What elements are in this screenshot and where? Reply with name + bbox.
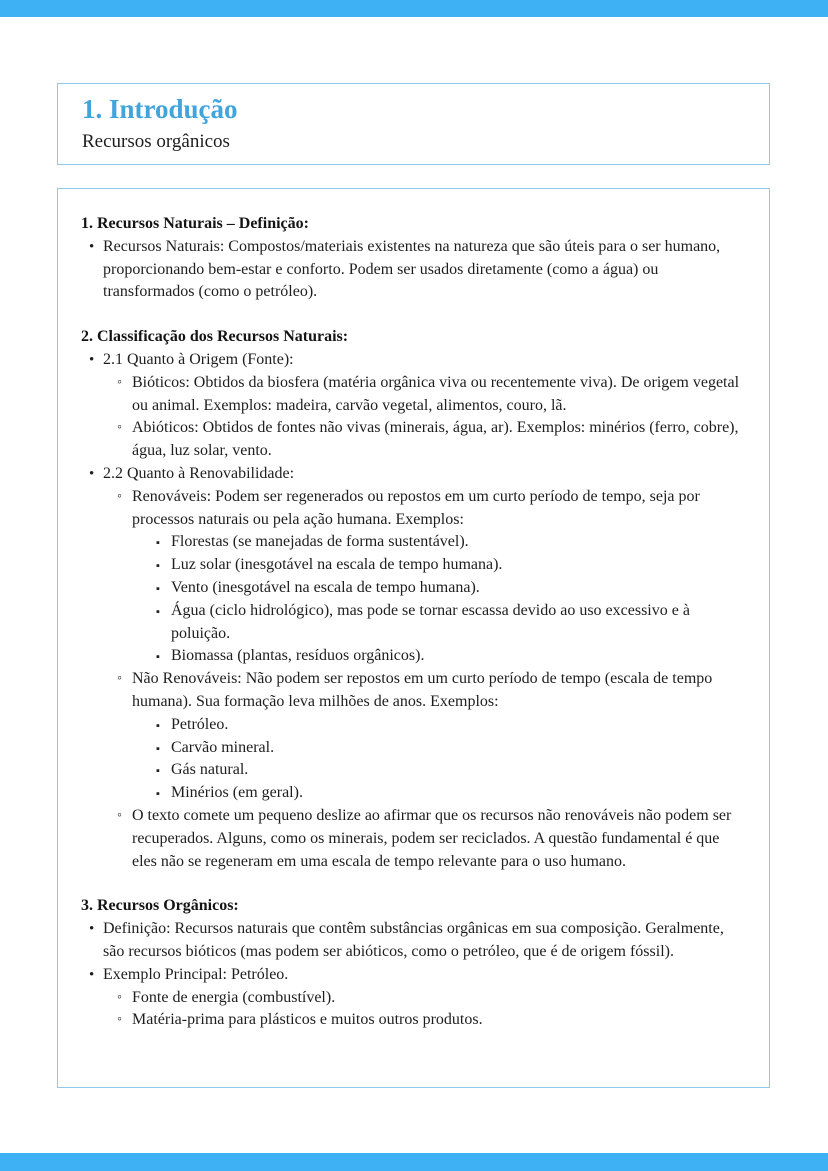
section-heading: 3. Recursos Orgânicos: [81, 897, 239, 915]
bullet-icon: ▪ [156, 742, 160, 755]
list-item-text: Petróleo. [171, 715, 229, 733]
list-item [81, 805, 746, 873]
bullet-icon: ◦ [117, 989, 122, 1005]
list-item-text: Gás natural. [171, 761, 249, 779]
bullet-icon: ◦ [117, 1012, 122, 1028]
list-item-text: 2.1 Quanto à Origem (Fonte): [103, 350, 294, 368]
section [81, 326, 746, 873]
bullet-icon: ◦ [117, 807, 122, 823]
list-item [81, 577, 746, 600]
list-item-text: Minérios (em geral). [171, 784, 303, 802]
bullet-icon: • [89, 921, 95, 938]
header-card [57, 83, 770, 165]
section-heading: 1. Recursos Naturais – Definição: [81, 215, 309, 232]
list-item [81, 918, 746, 964]
bullet-icon: ◦ [117, 671, 122, 687]
list-item [81, 645, 746, 668]
list-item-text: Biomassa (plantas, resíduos orgânicos). [171, 647, 425, 665]
bullet-icon: ▪ [156, 788, 160, 801]
list-item-text: O texto comete um pequeno deslize ao afirmar que os recursos não renováveis não podem ser recuperados. Alguns, como os minerais, podem ser reciclados. A questão fundamental é que eles não se regeneram em uma escala de tempo relevante para o uso humano. [132, 806, 732, 870]
bullet-icon: ▪ [156, 582, 160, 595]
list-item-text: Fonte de energia (combustível). [132, 988, 336, 1006]
list-item [81, 737, 746, 760]
list-item-text: Bióticos: Obtidos da biosfera (matéria orgânica viva ou recentemente viva). De origem vegetal ou animal. Exemplos: madeira, carvão vegetal, alimentos, couro, lã. [132, 373, 740, 414]
list-item-text: Recursos Naturais: Compostos/materiais existentes na natureza que são úteis para o ser humano, proporcionando bem-estar e conforto. Podem ser usados diretamente (como a água) ou transformados (como o petróleo). [103, 237, 721, 301]
list-item [81, 782, 746, 805]
list-item [81, 554, 746, 577]
list-item [81, 236, 746, 304]
list-item-text: Definição: Recursos naturais que contêm substâncias orgânicas em sua composição. Geralmente, são recursos bióticos (mas podem ser abióticos, como o petróleo, que é de origem fóssil). [103, 920, 724, 960]
bullet-icon: ▪ [156, 765, 160, 778]
section-heading: 2. Classificação dos Recursos Naturais: [81, 328, 349, 346]
bullet-icon: ◦ [117, 374, 122, 390]
bullet-icon: ▪ [156, 651, 160, 664]
list-item-text: Matéria-prima para plásticos e muitos outros produtos. [132, 1011, 483, 1029]
list-item [81, 486, 746, 532]
list-item [81, 1009, 746, 1032]
list-item-text: 2.2 Quanto à Renovabilidade: [103, 464, 295, 482]
list-item-text: Luz solar (inesgotável na escala de tempo humana). [171, 556, 503, 574]
bullet-icon: ▪ [156, 537, 160, 550]
notes-card [57, 188, 770, 1088]
bullet-icon: ▪ [156, 719, 160, 732]
page-subtitle: Recursos orgânicos [82, 131, 230, 152]
bullet-icon: • [89, 465, 95, 482]
section [81, 213, 746, 304]
list-item [81, 531, 746, 554]
list-item [81, 987, 746, 1010]
list-item-text: Água (ciclo hidrológico), mas pode se tornar escassa devido ao uso excessivo e à poluição. [171, 601, 690, 642]
list-item [81, 349, 746, 372]
list-item [81, 417, 746, 463]
list-item-text: Renováveis: Podem ser regenerados ou repostos em um curto período de tempo, seja por processos naturais ou pela ação humana. Exemplos: [132, 487, 700, 528]
section [81, 895, 746, 1032]
list-item [81, 759, 746, 782]
bullet-icon: ▪ [156, 605, 160, 618]
bullet-icon: • [89, 351, 95, 368]
list-item-text: Vento (inesgotável na escala de tempo humana). [171, 578, 480, 596]
bullet-icon: • [89, 238, 95, 255]
list-item-text: Exemplo Principal: Petróleo. [103, 965, 289, 983]
bullet-icon: ▪ [156, 560, 160, 573]
bottom-accent-bar [0, 1153, 828, 1171]
top-accent-bar [0, 0, 828, 17]
list-item-text: Abióticos: Obtidos de fontes não vivas (minerais, água, ar). Exemplos: minérios (ferro, cobre), água, luz solar, vento. [132, 419, 739, 460]
list-item-text: Carvão mineral. [171, 738, 275, 756]
list-item [81, 964, 746, 987]
list-item [81, 714, 746, 737]
bullet-icon: ◦ [117, 488, 122, 504]
page-title: 1. Introdução [82, 94, 238, 124]
bullet-icon: • [89, 966, 95, 983]
bullet-icon: ◦ [117, 420, 122, 436]
list-item [81, 668, 746, 714]
list-item-text: Não Renováveis: Não podem ser repostos em um curto período de tempo (escala de tempo humana). Sua formação leva milhões de anos. Exemplos: [132, 670, 713, 710]
list-item [81, 463, 746, 486]
list-item [81, 600, 746, 646]
list-item-text: Florestas (se manejadas de forma sustentável). [171, 533, 469, 551]
list-item [81, 372, 746, 418]
